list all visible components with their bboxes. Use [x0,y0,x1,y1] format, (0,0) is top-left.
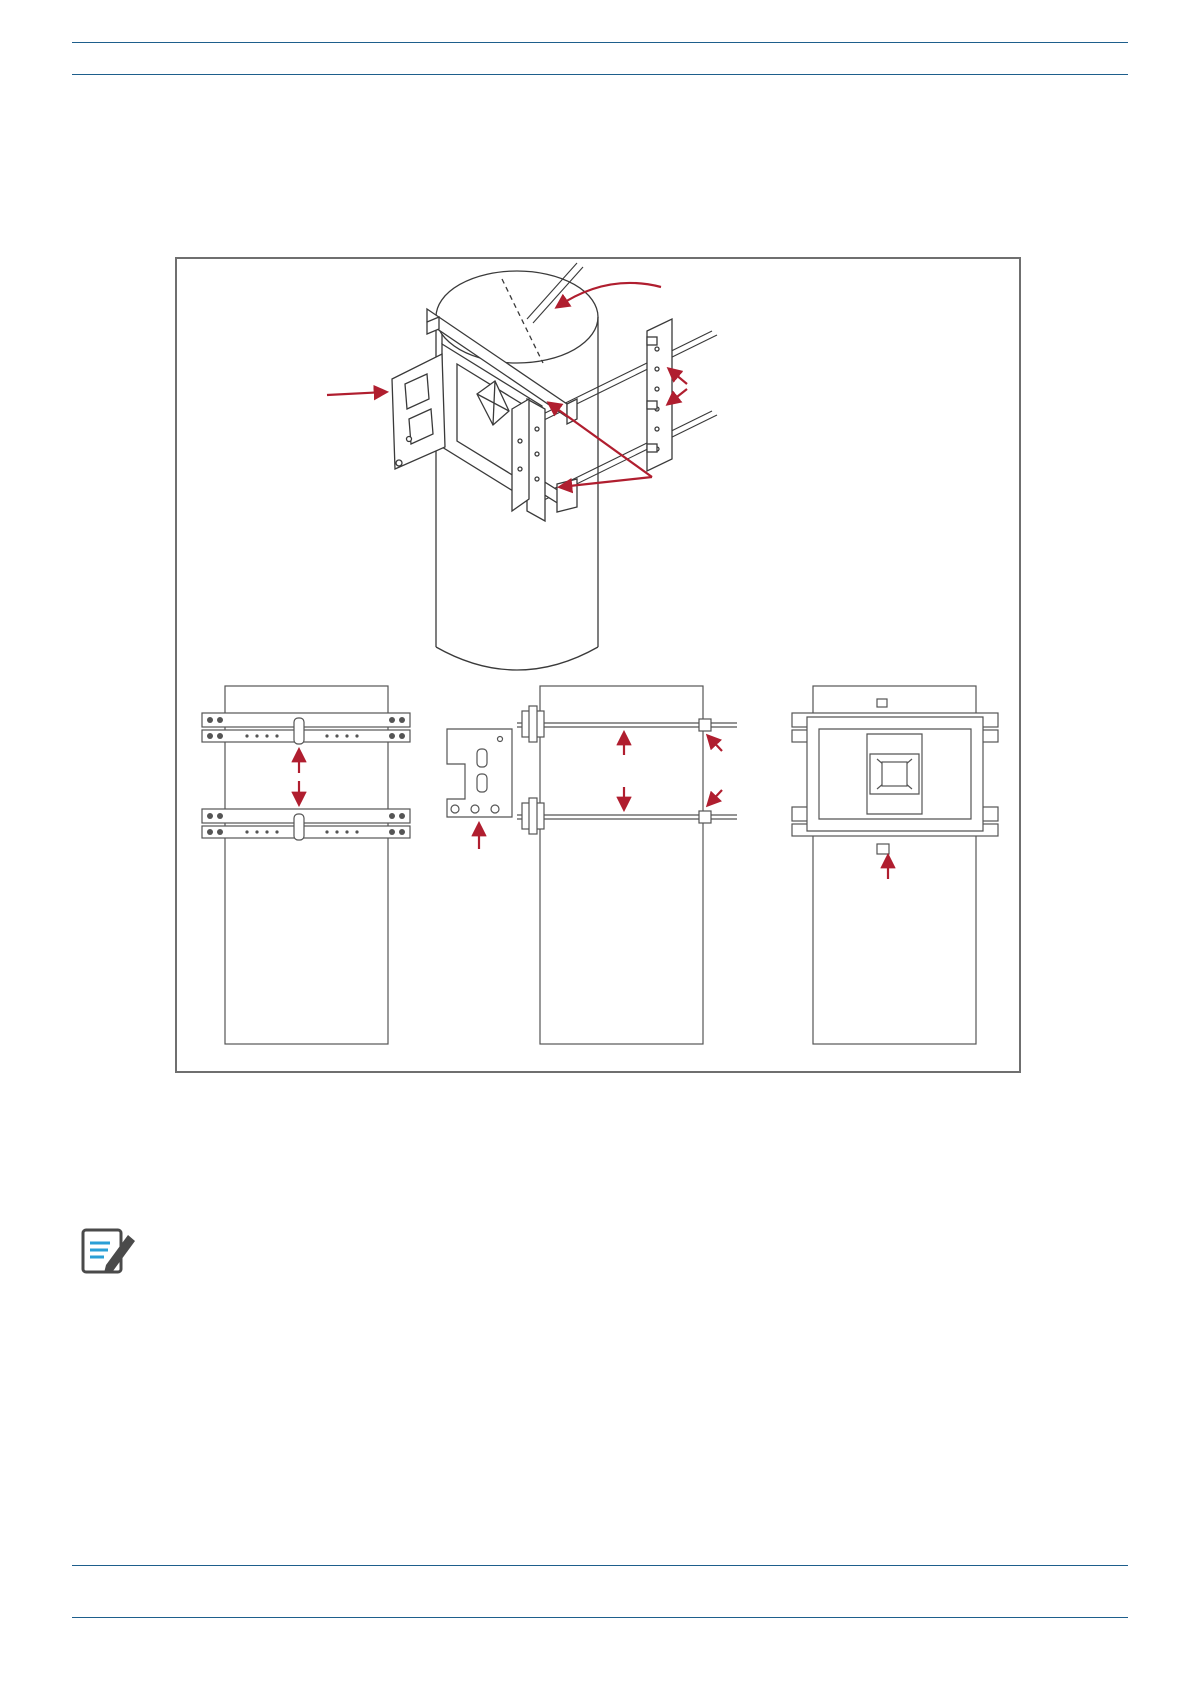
lower-bar-1 [202,809,410,823]
side-bracket-arrow [327,392,386,395]
front-vertical-bracket [512,399,545,521]
side-view-rods [447,686,737,1044]
mounting-figure [175,257,1021,1073]
side-bracket-side [447,729,512,817]
front-view-plate [792,686,998,1044]
front-view-brackets [202,686,410,1044]
side-bracket [392,354,445,469]
mounting-diagram [177,259,1023,1075]
note-edit-icon [80,1225,140,1277]
header-rule-top [72,42,1128,43]
header-rule-bottom [72,74,1128,75]
pole-rect-2 [540,686,703,1044]
upper-bar-1 [202,713,410,727]
isometric-view [392,263,717,670]
footer-rule-top [72,1565,1128,1566]
footer-rule-bottom [72,1617,1128,1618]
